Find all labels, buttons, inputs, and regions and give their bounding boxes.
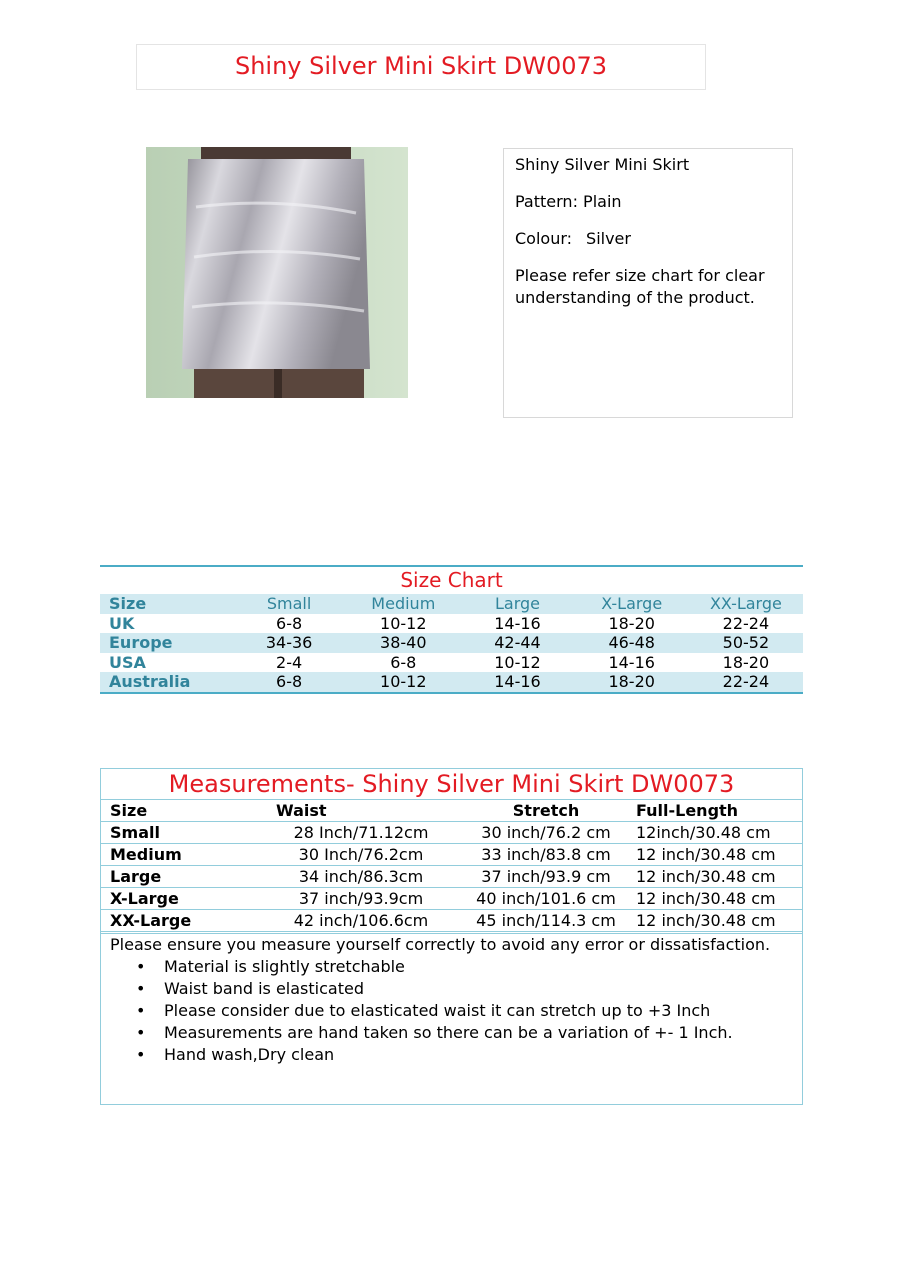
table-cell: 34 inch/86.3cm <box>298 867 424 886</box>
table-cell: 14-16 <box>494 613 541 633</box>
table-cell: 30 inch/76.2 cm <box>481 823 611 842</box>
table-cell: 18-20 <box>608 672 655 691</box>
list-item-text: Please consider due to elasticated waist it can stretch up to +3 Inch <box>164 1001 711 1020</box>
product-title: Shiny Silver Mini Skirt DW0073 <box>136 44 706 90</box>
list-item <box>136 1022 793 1044</box>
header-cell: Medium <box>371 594 436 613</box>
measurements-header <box>101 800 802 822</box>
list-item-text: Measurements are hand taken so there can be a variation of +- 1 Inch. <box>164 1023 733 1042</box>
row-label: Medium <box>110 845 182 864</box>
colour-value: Silver <box>586 229 631 248</box>
measurements-table <box>100 768 803 1105</box>
table-cell: 18-20 <box>722 652 770 672</box>
table-cell: 18-20 <box>608 613 655 633</box>
table-cell: 6-8 <box>276 613 303 633</box>
table-cell: 12inch/30.48 cm <box>636 823 771 842</box>
product-name: Shiny Silver Mini Skirt <box>515 155 690 174</box>
table-cell: 12 inch/30.48 cm <box>636 845 776 864</box>
table-cell: 38-40 <box>380 633 427 652</box>
table-row <box>101 822 802 844</box>
table-cell: 10-12 <box>494 652 541 672</box>
header-cell: Full-Length <box>636 801 739 820</box>
table-cell: 12 inch/30.48 cm <box>636 911 776 930</box>
header-cell: Size <box>110 801 148 820</box>
bullet-icon: • <box>136 979 146 998</box>
header-cell: Waist <box>276 801 327 820</box>
table-cell: 46-48 <box>608 633 655 652</box>
table-cell: 50-52 <box>722 633 770 652</box>
table-cell: 33 inch/83.8 cm <box>481 845 611 864</box>
list-item <box>136 1000 793 1022</box>
header-cell: Size <box>109 594 147 613</box>
table-cell: 22-24 <box>722 613 770 633</box>
table-cell: 40 inch/101.6 cm <box>476 889 616 908</box>
size-chart-title: Size Chart <box>400 568 503 592</box>
table-row <box>101 866 802 888</box>
table-cell: 6-8 <box>276 672 303 691</box>
product-colour <box>515 228 781 250</box>
table-cell: 10-12 <box>380 672 427 691</box>
bullet-icon: • <box>136 1023 146 1042</box>
colour-label: Colour: <box>515 229 573 248</box>
care-list <box>110 956 793 1066</box>
row-label: Large <box>110 867 162 886</box>
bullet-icon: • <box>136 1001 146 1020</box>
table-cell: 12 inch/30.48 cm <box>636 889 776 908</box>
row-label: Small <box>110 823 160 842</box>
table-cell: 37 inch/93.9cm <box>298 889 424 908</box>
size-chart-header <box>100 594 803 614</box>
product-description <box>503 148 793 418</box>
table-cell: 10-12 <box>380 613 427 633</box>
header-cell: Large <box>494 594 540 613</box>
table-row <box>101 888 802 910</box>
table-cell: 28 Inch/71.12cm <box>293 823 429 842</box>
table-row <box>100 672 803 692</box>
header-cell: XX-Large <box>709 594 782 613</box>
list-item-text: Material is slightly stretchable <box>164 957 405 976</box>
product-pattern: Pattern: Plain <box>515 192 622 211</box>
product-photo <box>146 147 408 398</box>
measurement-notes <box>101 934 802 1066</box>
header-cell: X-Large <box>601 594 663 613</box>
header-cell: Stretch <box>512 801 580 820</box>
table-cell: 2-4 <box>276 652 303 672</box>
table-row <box>100 653 803 673</box>
product-note: Please refer size chart for clear understanding of the product. <box>515 266 765 307</box>
table-cell: 22-24 <box>722 672 770 691</box>
list-item-text: Hand wash,Dry clean <box>164 1045 335 1064</box>
size-chart-table <box>100 565 803 694</box>
measurements-title: Measurements- Shiny Silver Mini Skirt DW0073 <box>101 769 802 800</box>
table-row <box>101 910 802 934</box>
measurement-note: Please ensure you measure yourself correctly to avoid any error or dissatisfaction. <box>110 935 771 954</box>
row-label: XX-Large <box>110 911 192 930</box>
table-row <box>100 633 803 653</box>
table-cell: 42 inch/106.6cm <box>293 911 429 930</box>
list-item <box>136 956 793 978</box>
table-cell: 42-44 <box>494 633 541 652</box>
table-cell: 45 inch/114.3 cm <box>476 911 616 930</box>
table-cell: 12 inch/30.48 cm <box>636 867 776 886</box>
row-label: Australia <box>109 672 191 691</box>
row-label: Europe <box>109 633 173 652</box>
table-cell: 6-8 <box>390 652 417 672</box>
table-row <box>101 844 802 866</box>
bullet-icon: • <box>136 957 146 976</box>
list-item <box>136 1044 793 1066</box>
table-cell: 34-36 <box>265 633 313 652</box>
row-label: X-Large <box>110 889 179 908</box>
table-cell: 14-16 <box>608 652 655 672</box>
skirt-image <box>146 147 408 398</box>
table-row <box>100 614 803 634</box>
header-cell: Small <box>266 594 312 613</box>
table-cell: 14-16 <box>494 672 541 691</box>
list-item <box>136 978 793 1000</box>
list-item-text: Waist band is elasticated <box>164 979 364 998</box>
table-cell: 30 Inch/76.2cm <box>298 845 424 864</box>
bullet-icon: • <box>136 1045 146 1064</box>
table-cell: 37 inch/93.9 cm <box>481 867 611 886</box>
row-label: UK <box>109 613 135 633</box>
row-label: USA <box>109 652 146 672</box>
